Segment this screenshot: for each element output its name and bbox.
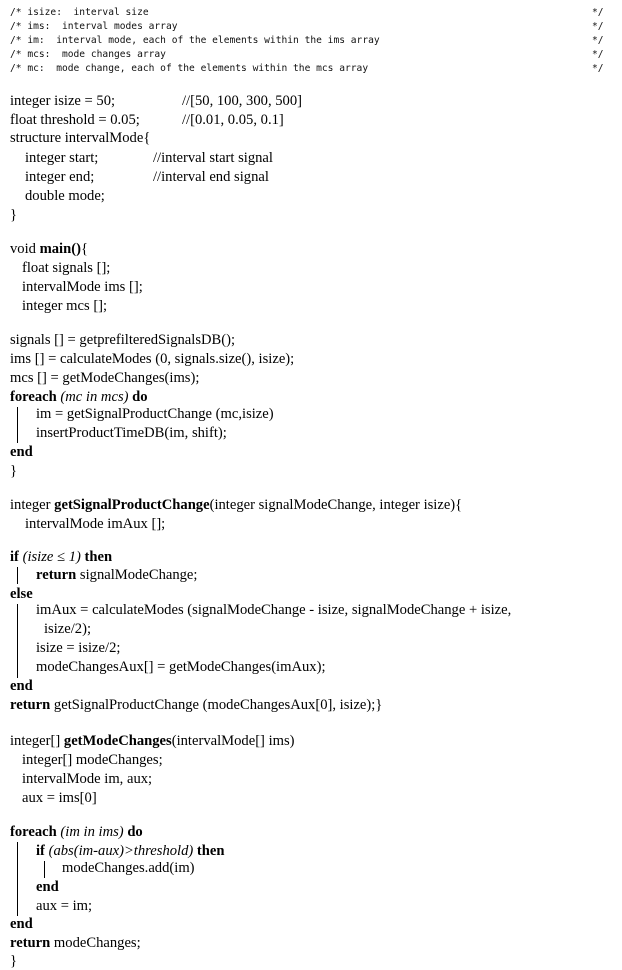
- keyword: return: [36, 567, 77, 583]
- function-close: }: [10, 953, 18, 969]
- comment-end: */: [592, 35, 604, 46]
- foreach-line: [10, 388, 148, 406]
- if-line: [36, 842, 225, 860]
- condition: (isize ≤ 1): [22, 549, 81, 565]
- condition: (mc in mcs): [60, 389, 129, 405]
- keyword: do: [127, 824, 143, 840]
- end-keyword: end: [10, 444, 33, 460]
- return-value: signalModeChange;: [79, 567, 198, 583]
- ims-declaration: intervalMode ims [];: [22, 279, 143, 295]
- loop-body-line: insertProductTimeDB(im, shift);: [36, 425, 227, 441]
- end-keyword: end: [10, 678, 33, 694]
- else-statement-continued: isize/2);: [44, 621, 92, 637]
- return-type: integer[]: [10, 733, 64, 749]
- comment-end: */: [592, 21, 604, 32]
- comment-end: */: [592, 63, 604, 74]
- keyword: then: [84, 549, 113, 565]
- threshold-declaration: float threshold = 0.05;: [10, 112, 140, 128]
- end-keyword: end: [36, 879, 59, 895]
- mcs-declaration: integer mcs [];: [22, 298, 108, 314]
- ims-statement: ims [] = calculateModes (0, signals.size(), isize);: [10, 351, 295, 367]
- start-comment: //interval start signal: [153, 150, 273, 166]
- aux-update: aux = im;: [36, 898, 93, 914]
- imaux-declaration: intervalMode imAux [];: [25, 516, 166, 532]
- end-declaration: integer end;: [25, 169, 95, 185]
- return-line: [10, 934, 141, 952]
- modechanges-declaration: integer[] modeChanges;: [22, 752, 163, 768]
- parameters: (integer signalModeChange, integer isize){: [209, 497, 463, 513]
- block-bar: [17, 604, 18, 678]
- comment-line: /* isize: interval size: [10, 7, 149, 18]
- comment-line: /* mc: mode change, each of the elements within the mcs array: [10, 63, 369, 74]
- return-value: getSignalProductChange (modeChangesAux[0], isize);}: [53, 697, 383, 713]
- im-aux-declaration: intervalMode im, aux;: [22, 771, 153, 787]
- mode-declaration: double mode;: [25, 188, 105, 204]
- keyword: return: [10, 935, 51, 951]
- aux-assignment: aux = ims[0]: [22, 790, 97, 806]
- else-statement: isize = isize/2;: [36, 640, 121, 656]
- start-declaration: integer start;: [25, 150, 99, 166]
- isize-declaration: integer isize = 50;: [10, 93, 116, 109]
- signals-statement: signals [] = getprefilteredSignalsDB();: [10, 332, 236, 348]
- brace: {: [80, 241, 88, 257]
- comment-line: /* ims: interval modes array: [10, 21, 178, 32]
- condition: (im in ims): [60, 824, 124, 840]
- return-line: [36, 566, 197, 584]
- main-signature: [10, 240, 88, 258]
- struct-open: structure intervalMode{: [10, 130, 151, 146]
- block-bar: [17, 842, 18, 916]
- end-keyword: end: [10, 916, 33, 932]
- else-keyword: else: [10, 586, 33, 602]
- mcs-statement: mcs [] = getModeChanges(ims);: [10, 370, 200, 386]
- if-line: [10, 548, 112, 566]
- signals-declaration: float signals [];: [22, 260, 111, 276]
- parameters: (intervalMode[] ims): [171, 733, 295, 749]
- isize-comment: //[50, 100, 300, 500]: [182, 93, 302, 109]
- function-name: getSignalProductChange: [54, 497, 210, 513]
- return-type: void: [10, 241, 40, 257]
- mode-changes-signature: [10, 732, 295, 750]
- comment-end: */: [592, 7, 604, 18]
- else-statement: modeChangesAux[] = getModeChanges(imAux);: [36, 659, 326, 675]
- function-close: }: [10, 463, 18, 479]
- block-bar: [44, 861, 45, 878]
- loop-body-line: im = getSignalProductChange (mc,isize): [36, 406, 274, 422]
- keyword: do: [132, 389, 148, 405]
- return-type: integer: [10, 497, 55, 513]
- else-statement: imAux = calculateModes (signalModeChange - isize, signalModeChange + isize,: [36, 602, 512, 618]
- function-name: getModeChanges: [63, 733, 172, 749]
- add-statement: modeChanges.add(im): [62, 860, 195, 876]
- keyword: foreach: [10, 389, 57, 405]
- block-bar: [17, 567, 18, 584]
- keyword: if: [36, 843, 45, 859]
- struct-close: }: [10, 207, 18, 223]
- return-value: modeChanges;: [53, 935, 141, 951]
- keyword: return: [10, 697, 51, 713]
- comment-end: */: [592, 49, 604, 60]
- block-bar: [17, 407, 18, 443]
- end-comment: //interval end signal: [153, 169, 269, 185]
- condition: (abs(im-aux)>threshold): [48, 843, 194, 859]
- final-return-line: [10, 696, 382, 714]
- threshold-comment: //[0.01, 0.05, 0.1]: [182, 112, 284, 128]
- comment-line: /* im: interval mode, each of the elements within the ims array: [10, 35, 380, 46]
- keyword: then: [196, 843, 225, 859]
- comment-line: /* mcs: mode changes array: [10, 49, 166, 60]
- foreach-line: [10, 823, 143, 841]
- keyword: foreach: [10, 824, 57, 840]
- product-change-signature: [10, 496, 462, 514]
- keyword: if: [10, 549, 19, 565]
- function-name: main(): [39, 241, 81, 257]
